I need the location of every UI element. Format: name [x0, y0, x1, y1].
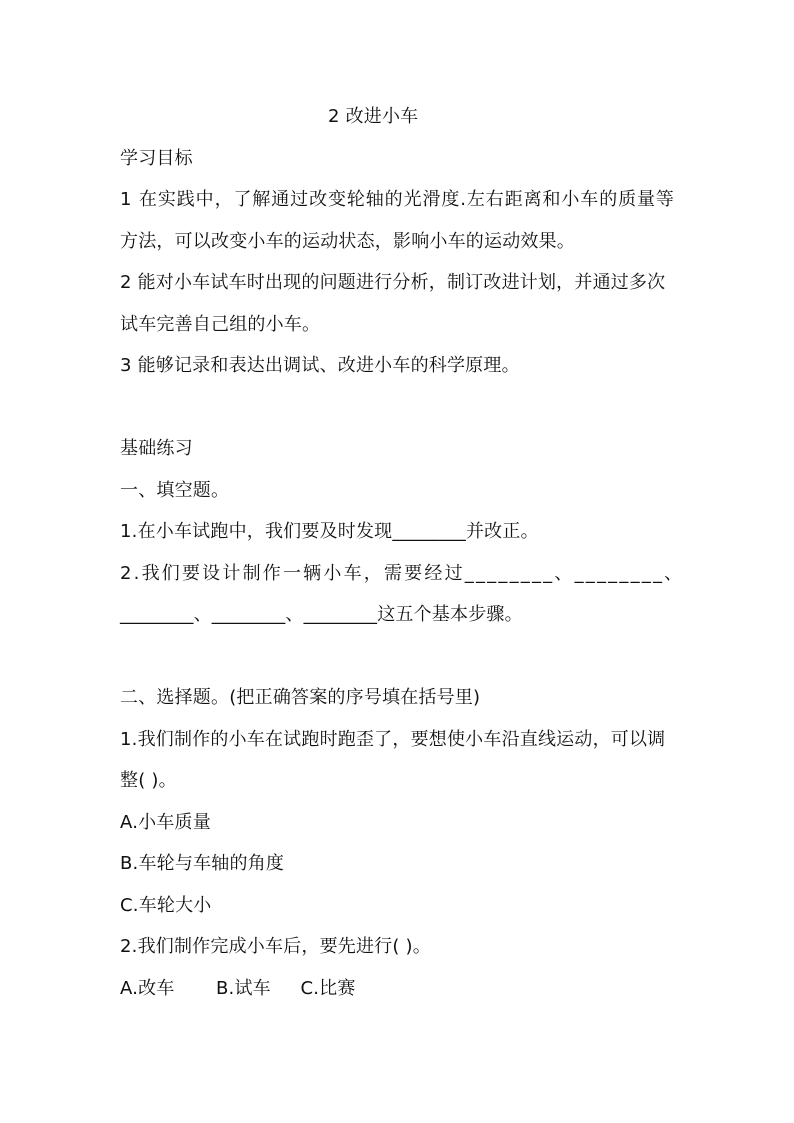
fill-blank-question-2: 2.我们要设计制作一辆小车，需要经过________、________、	[120, 563, 685, 584]
choice-option: B.车轮与车轴的角度	[120, 853, 285, 874]
fill-blank-heading: 一、填空题。	[120, 480, 230, 501]
objective-line: 1 在实践中，了解通过改变轮轴的光滑度.左右距离和小车的质量等	[120, 189, 675, 210]
objective-line: 3 能够记录和表达出调试、改进小车的科学原理。	[120, 355, 520, 376]
choice-option: A.小车质量	[120, 812, 211, 833]
choice-option: C.车轮大小	[120, 895, 212, 916]
choice-heading: 二、选择题。(把正确答案的序号填在括号里)	[120, 687, 481, 708]
objective-line: 2 能对小车试车时出现的问题进行分析，制订改进计划，并通过多次	[120, 272, 666, 293]
document-title: 2 改进小车	[328, 106, 419, 127]
practice-heading: 基础练习	[120, 438, 193, 459]
fill-blank-question-1: 1.在小车试跑中，我们要及时发现________并改正。	[120, 521, 539, 542]
choice-question-1: 1.我们制作的小车在试跑时跑歪了，要想使小车沿直线运动，可以调	[120, 729, 666, 750]
choice-question-2: 2.我们制作完成小车后，要先进行( )。	[120, 936, 431, 957]
fill-blank-question-2-cont: ________、________、________这五个基本步骤。	[120, 604, 523, 625]
objectives-heading: 学习目标	[120, 148, 193, 169]
objective-line: 试车完善自己组的小车。	[120, 314, 321, 335]
objective-line: 方法，可以改变小车的运动状态，影响小车的运动效果。	[120, 231, 575, 252]
choice-question-1-cont: 整( )。	[120, 770, 177, 791]
choice-options-row: A.改车 B.试车 C.比赛	[120, 978, 356, 999]
